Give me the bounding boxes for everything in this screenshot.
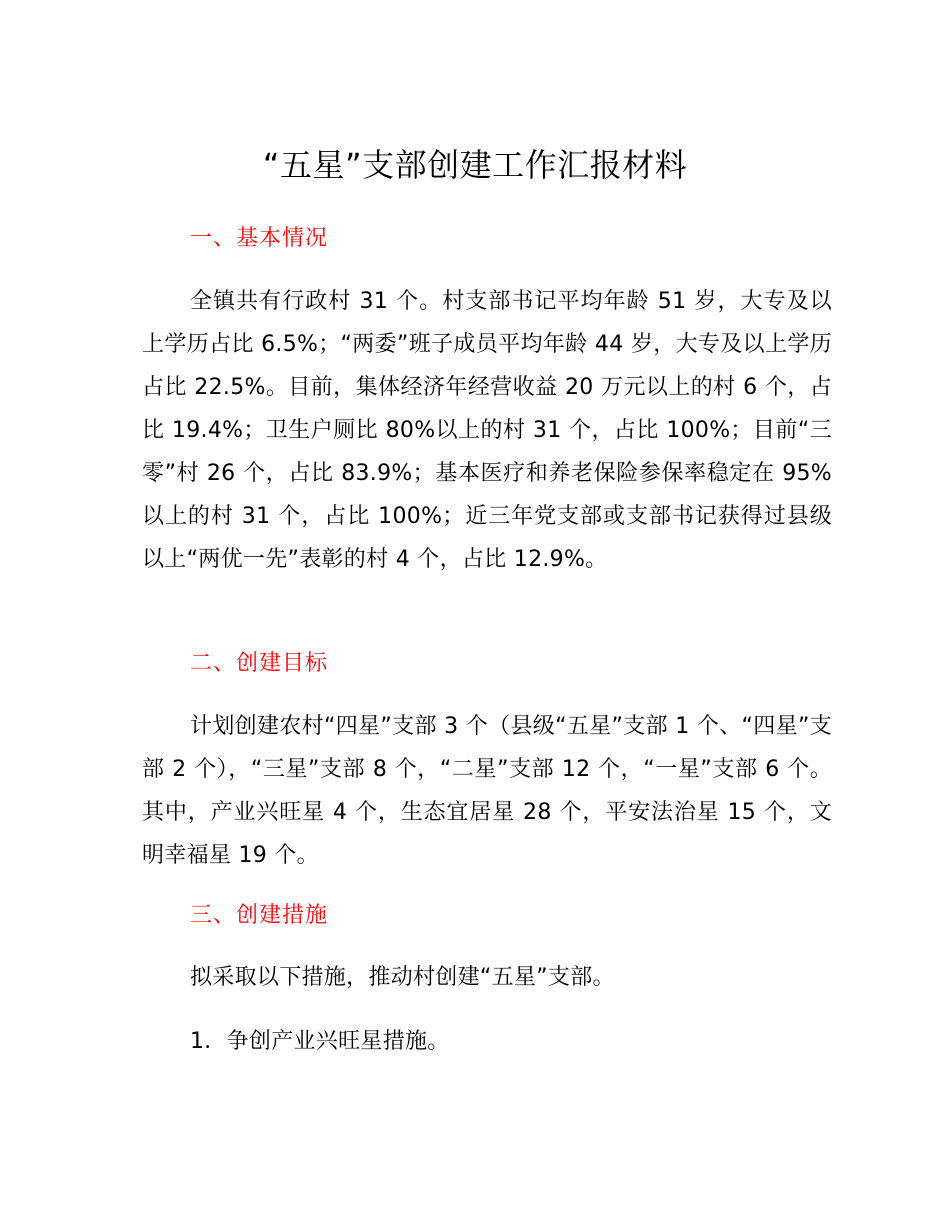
document-title: “五星”支部创建工作汇报材料 bbox=[262, 146, 688, 184]
section-heading-measures: 三、创建措施 bbox=[190, 903, 329, 928]
section-heading-basic-situation: 一、基本情况 bbox=[190, 226, 329, 251]
measure-item-1: 1．争创产业兴旺星措施。 bbox=[190, 1029, 450, 1054]
section-heading-goals: 二、创建目标 bbox=[190, 651, 329, 676]
section-body-measures: 拟采取以下措施，推动村创建“五星”支部。 bbox=[190, 965, 615, 990]
section-body-goals: 计划创建农村“四星”支部 3 个（县级“五星”支部 1 个、“四星”支部 2 个），“三星”支部 8 个，“二星”支部 12 个，“一星”支部 6 个。其中，产业兴旺星 4 个，生态宜居星 28 个，平安法治星 15 个，文明幸福星 19 个。 bbox=[142, 714, 832, 868]
section-body-basic-situation: 全镇共有行政村 31 个。村支部书记平均年龄 51 岁，大专及以上学历占比 6.5%；“两委”班子成员平均年龄 44 岁，大专及以上学历占比 22.5%。目前，集体经济年经营收益 20 万元以上的村 6 个，占比 19.4%；卫生户厕比 80%以上的村 31 个，占比 100%；目前“三零”村 26 个，占比 83.9%；基本医疗和养老保险参保率稳定在 95%以上的村 31 个，占比 100%；近三年党支部或支部书记获得过县级以上“两优一先”表彰的村 4 个，占比 12.9%。 bbox=[142, 289, 832, 572]
